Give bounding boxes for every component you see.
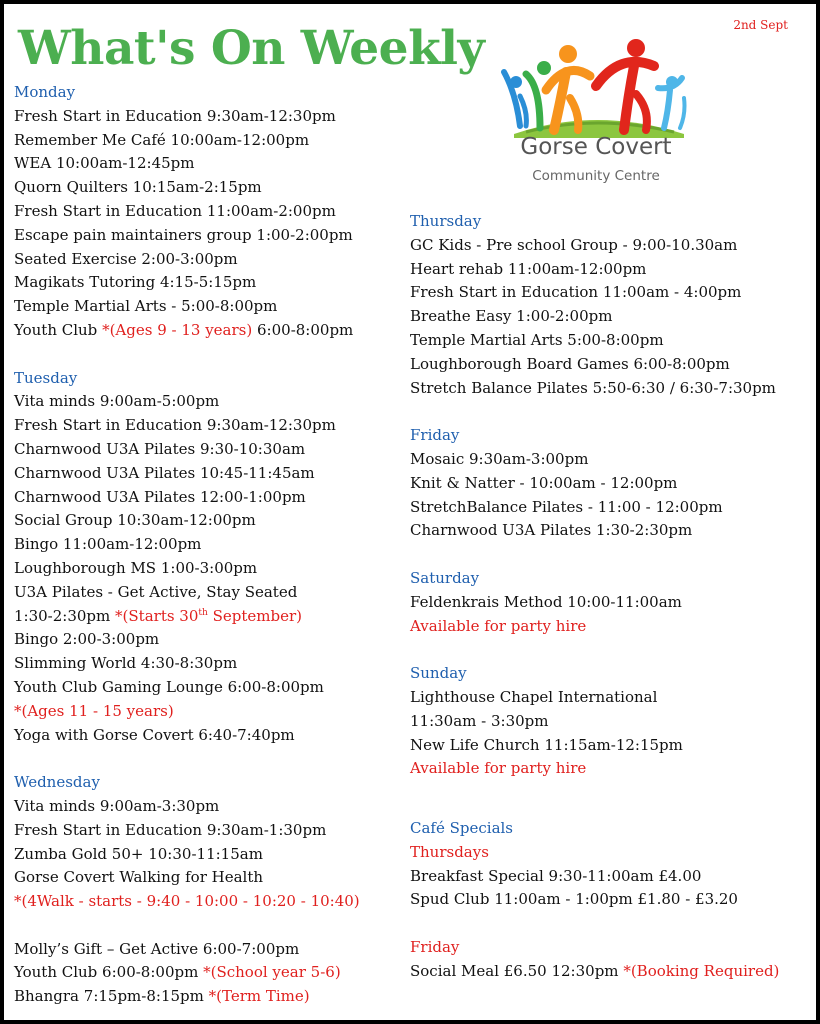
logo-name: Gorse Covert <box>520 134 672 160</box>
list-item: Knit & Natter - 10:00am - 12:00pm <box>410 473 678 492</box>
spacer <box>410 781 810 805</box>
list-item <box>410 960 810 984</box>
activity-time: 1:30-2:30pm <box>14 606 111 625</box>
list-item: Fresh Start in Education 9:30am-1:30pm <box>14 820 327 839</box>
list-item: Magikats Tutoring 4:15-5:15pm <box>14 273 257 292</box>
list-item: Remember Me Café 10:00am-12:00pm <box>14 130 310 149</box>
list-item: Yoga with Gorse Covert 6:40-7:40pm <box>14 725 295 744</box>
age-note: *(Ages 11 - 15 years) <box>14 701 174 720</box>
list-item: Lighthouse Chapel International <box>410 687 658 706</box>
list-item <box>14 319 406 343</box>
party-hire-note: Available for party hire <box>410 759 587 778</box>
list-item: Heart rehab 11:00am-12:00pm <box>410 259 647 278</box>
list-item: Bingo 11:00am-12:00pm <box>14 535 202 554</box>
list-item: Fresh Start in Education 9:30am-12:30pm <box>14 106 336 125</box>
day-heading-sunday: Sunday <box>410 664 467 683</box>
activity-name: Bhangra 7:15pm-8:15pm <box>14 987 204 1006</box>
list-item: Temple Martial Arts - 5:00-8:00pm <box>14 297 278 316</box>
cafe-thursdays-heading: Thursdays <box>410 842 489 861</box>
ordinal-suffix: th <box>198 607 208 618</box>
list-item: Mosaic 9:30am-3:00pm <box>410 449 589 468</box>
start-note <box>115 607 302 625</box>
list-item: GC Kids - Pre school Group - 9:00-10.30am <box>410 235 738 254</box>
spacer <box>410 912 810 936</box>
list-item: Social Group 10:30am-12:00pm <box>14 511 256 530</box>
list-item: WEA 10:00am-12:45pm <box>14 154 195 173</box>
list-item: U3A Pilates - Get Active, Stay Seated <box>14 582 298 601</box>
activity-time: 6:00-8:00pm <box>257 320 354 339</box>
spacer <box>410 805 810 817</box>
list-item <box>14 605 406 629</box>
list-item: Feldenkrais Method 10:00-11:00am <box>410 592 682 611</box>
logo-subtitle: Community Centre <box>532 168 660 184</box>
list-item: Escape pain maintainers group 1:00-2:00pm <box>14 225 353 244</box>
start-note-month: September) <box>207 606 302 625</box>
list-item <box>14 961 406 985</box>
right-column <box>410 210 810 984</box>
spacer <box>14 747 406 771</box>
list-item: Charnwood U3A Pilates 1:30-2:30pm <box>410 521 693 540</box>
day-heading-monday: Monday <box>14 83 76 101</box>
cafe-specials-heading: Café Specials <box>410 818 514 837</box>
list-item: Fresh Start in Education 9:30am-12:30pm <box>14 416 336 435</box>
booking-note: *(Booking Required) <box>623 961 780 980</box>
cafe-friday-heading: Friday <box>410 937 460 956</box>
activity-name: Youth Club 6:00-8:00pm <box>14 963 199 982</box>
list-item: Fresh Start in Education 11:00am - 4:00pm <box>410 283 742 302</box>
left-column <box>14 81 406 1009</box>
list-item: Breakfast Special 9:30-11:00am £4.00 <box>410 866 702 885</box>
list-item: Molly’s Gift – Get Active 6:00-7:00pm <box>14 939 300 958</box>
activity-name: Youth Club <box>14 320 98 339</box>
people-logo-icon <box>496 38 696 138</box>
list-item: Quorn Quilters 10:15am-2:15pm <box>14 178 262 197</box>
date-label: 2nd Sept <box>733 18 788 32</box>
list-item: Charnwood U3A Pilates 12:00-1:00pm <box>14 487 306 506</box>
list-item: New Life Church 11:15am-12:15pm <box>410 735 683 754</box>
party-hire-note: Available for party hire <box>410 616 587 635</box>
list-item: Loughborough MS 1:00-3:00pm <box>14 558 258 577</box>
list-item: Bingo 2:00-3:00pm <box>14 630 160 649</box>
list-item: Spud Club 11:00am - 1:00pm £1.80 - £3.20 <box>410 890 738 909</box>
list-item: Charnwood U3A Pilates 10:45-11:45am <box>14 463 315 482</box>
activity-name: Social Meal £6.50 12:30pm <box>410 961 619 980</box>
page-title: What's On Weekly <box>18 21 485 76</box>
list-item: Slimming World 4:30-8:30pm <box>14 654 238 673</box>
list-item: Vita minds 9:00am-3:30pm <box>14 796 220 815</box>
list-item: Vita minds 9:00am-5:00pm <box>14 392 220 411</box>
spacer <box>410 638 810 662</box>
list-item <box>14 985 406 1009</box>
list-item: Stretch Balance Pilates 5:50-6:30 / 6:30-7:30pm <box>410 378 776 397</box>
list-item: StretchBalance Pilates - 11:00 - 12:00pm <box>410 497 723 516</box>
spacer <box>410 543 810 567</box>
walk-times-note: *(4Walk - starts - 9:40 - 10:00 - 10:20 - 10:40) <box>14 892 360 911</box>
list-item: Seated Exercise 2:00-3:00pm <box>14 249 238 268</box>
list-item: Gorse Covert Walking for Health <box>14 868 264 887</box>
day-heading-friday: Friday <box>410 426 460 445</box>
list-item: Charnwood U3A Pilates 9:30-10:30am <box>14 439 306 458</box>
list-item: Temple Martial Arts 5:00-8:00pm <box>410 330 664 349</box>
day-heading-tuesday: Tuesday <box>14 368 78 387</box>
school-year-note: *(School year 5-6) <box>203 963 341 982</box>
term-time-note: *(Term Time) <box>208 987 310 1006</box>
list-item: Zumba Gold 50+ 10:30-11:15am <box>14 844 263 863</box>
spacer <box>410 400 810 424</box>
list-item: Loughborough Board Games 6:00-8:00pm <box>410 354 730 373</box>
spacer <box>14 343 406 367</box>
list-item: Youth Club Gaming Lounge 6:00-8:00pm <box>14 677 324 696</box>
start-note-text: *(Starts 30 <box>115 606 199 625</box>
age-note: *(Ages 9 - 13 years) <box>102 320 253 339</box>
day-heading-wednesday: Wednesday <box>14 773 100 792</box>
community-centre-logo <box>496 38 696 190</box>
list-item: 11:30am - 3:30pm <box>410 711 549 730</box>
day-heading-thursday: Thursday <box>410 212 482 230</box>
list-item: Breathe Easy 1:00-2:00pm <box>410 307 613 326</box>
list-item: Fresh Start in Education 11:00am-2:00pm <box>14 201 336 220</box>
spacer <box>14 914 406 938</box>
day-heading-saturday: Saturday <box>410 568 480 587</box>
